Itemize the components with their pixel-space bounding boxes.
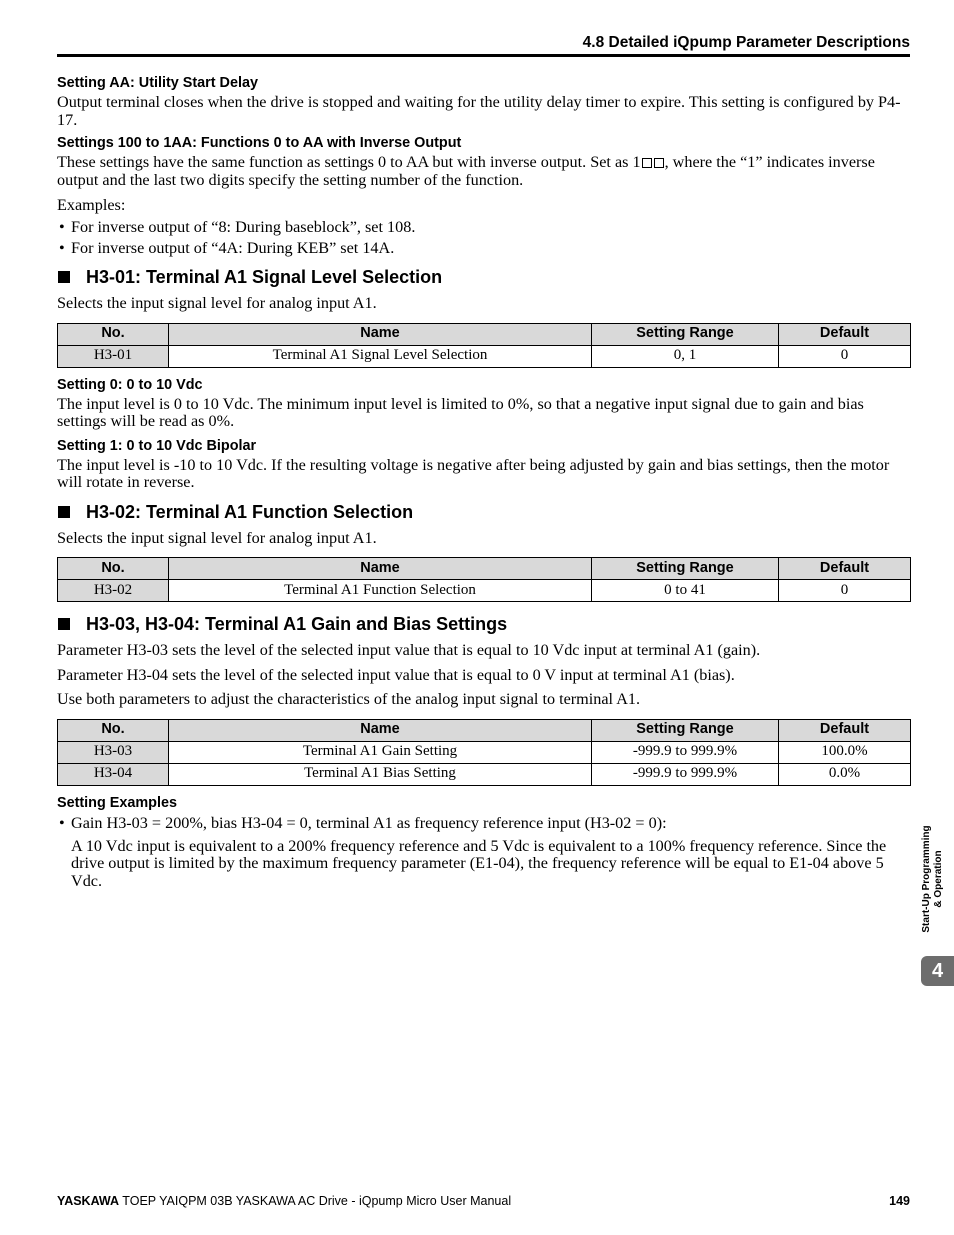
param-no: H3-01: [58, 345, 169, 367]
setting-examples-text: A 10 Vdc input is equivalent to a 200% frequency reference and 5 Vdc is equivalent to a 100% frequency reference. Since the drive output is limited by the maximum frequency parameter (E1-04), the frequency reference will be equal to E1-04 above 5 Vdc.: [71, 836, 887, 890]
column-header: No.: [58, 719, 169, 741]
setting-examples-list: [57, 813, 910, 834]
param-default: 0: [779, 345, 911, 367]
page-header: [57, 34, 910, 57]
table-header-row: [58, 323, 911, 345]
chapter-side-tab: [920, 814, 946, 944]
chapter-number-tab: 4: [921, 956, 954, 986]
param-name: Terminal A1 Bias Setting: [169, 763, 592, 785]
bullet-icon: •: [59, 239, 65, 257]
column-header: Name: [169, 558, 592, 580]
param-no: H3-03: [58, 741, 169, 763]
param-no: H3-04: [58, 763, 169, 785]
setting-1-text: The input level is -10 to 10 Vdc. If the resulting voltage is negative after being adjusted by gain and bias settings, then the motor will rotate in reverse.: [57, 455, 890, 491]
examples-list: [57, 217, 910, 259]
h3-03-para-1: Parameter H3-03 sets the level of the selected input value that is equal to 10 Vdc input at terminal A1 (gain).: [57, 641, 761, 659]
h3-03-para-2: Parameter H3-04 sets the level of the selected input value that is equal to 0 V input at terminal A1 (bias).: [57, 665, 735, 684]
parameter-table-h3-03: [57, 719, 911, 786]
parameter-table-h3-01: [57, 323, 911, 368]
section-marker-icon: [58, 271, 70, 283]
parameter-table-h3-02: [57, 557, 911, 602]
param-name: Terminal A1 Function Selection: [169, 580, 592, 602]
column-header: Setting Range: [592, 719, 779, 741]
param-no: H3-02: [58, 580, 169, 602]
h3-02-text: Selects the input signal level for analog input A1.: [57, 528, 377, 547]
param-name: Terminal A1 Signal Level Selection: [169, 345, 592, 367]
bullet-icon: •: [59, 218, 65, 236]
column-header: Setting Range: [592, 558, 779, 580]
h3-02-heading: H3-02: Terminal A1 Function Selection: [57, 502, 910, 522]
table-row: [58, 345, 911, 367]
section-marker-icon: [58, 506, 70, 518]
column-header: Name: [169, 719, 592, 741]
column-header: No.: [58, 558, 169, 580]
column-header: Setting Range: [592, 323, 779, 345]
param-range: 0 to 41: [592, 580, 779, 602]
table-header-row: [58, 558, 911, 580]
setting-examples-heading: Setting Examples: [57, 794, 177, 811]
list-item: • For inverse output of “8: During baseblock”, set 108.: [59, 218, 416, 236]
setting-inverse-text-b: , where the “1” indicates inverse output and the last two digits specify the setting number of the function.: [57, 153, 875, 189]
param-default: 0.0%: [779, 763, 911, 785]
setting-inverse-heading: Settings 100 to 1AA: Functions 0 to AA with Inverse Output: [57, 135, 462, 151]
setting-inverse-text-a: These settings have the same function as settings 0 to AA but with inverse output. Set as 1: [57, 153, 641, 171]
param-range: -999.9 to 999.9%: [592, 741, 779, 763]
chapter-side-label: Start-Up Programming & Operation: [921, 825, 944, 933]
param-default: 100.0%: [779, 741, 911, 763]
placeholder-box-icon: [642, 158, 652, 168]
setting-aa-text: Output terminal closes when the drive is stopped and waiting for the utility delay timer to expire. This setting is configured by P4-17.: [57, 93, 901, 129]
column-header: Default: [779, 323, 911, 345]
column-header: No.: [58, 323, 169, 345]
column-header: Name: [169, 323, 592, 345]
list-item: • Gain H3-03 = 200%, bias H3-04 = 0, terminal A1 as frequency reference input (H3-02 = 0):: [59, 813, 667, 832]
table-header-row: [58, 719, 911, 741]
setting-aa-heading: Setting AA: Utility Start Delay: [57, 75, 258, 91]
h3-03-heading: H3-03, H3-04: Terminal A1 Gain and Bias Settings: [57, 614, 910, 634]
footer-brand: YASKAWA: [57, 1194, 120, 1208]
section-marker-icon: [58, 618, 70, 630]
page-footer: [57, 1194, 910, 1209]
table-row: [58, 741, 911, 763]
list-item: • For inverse output of “4A: During KEB” set 14A.: [59, 239, 395, 257]
column-header: Default: [779, 558, 911, 580]
table-row: [58, 763, 911, 785]
footer-manual-title: TOEP YAIQPM 03B YASKAWA AC Drive - iQpump Micro User Manual: [119, 1194, 512, 1208]
examples-label: Examples:: [57, 196, 126, 214]
column-header: Default: [779, 719, 911, 741]
header-title: 4.8 Detailed iQpump Parameter Descriptions: [582, 34, 910, 51]
setting-1-heading: Setting 1: 0 to 10 Vdc Bipolar: [57, 437, 257, 454]
placeholder-box-icon: [654, 158, 664, 168]
setting-0-text: The input level is 0 to 10 Vdc. The minimum input level is limited to 0%, so that a negative input signal due to gain and bias settings will be read as 0%.: [57, 394, 864, 430]
table-row: [58, 580, 911, 602]
param-range: -999.9 to 999.9%: [592, 763, 779, 785]
param-default: 0: [779, 580, 911, 602]
param-range: 0, 1: [592, 345, 779, 367]
h3-03-para-3: Use both parameters to adjust the characteristics of the analog input signal to terminal A1.: [57, 690, 641, 708]
setting-inverse-text: [57, 154, 910, 189]
h3-01-heading: H3-01: Terminal A1 Signal Level Selection: [57, 267, 910, 287]
page-content: [57, 75, 910, 890]
page-number: 149: [889, 1194, 910, 1208]
bullet-icon: •: [59, 813, 65, 832]
h3-01-text: Selects the input signal level for analog input A1.: [57, 294, 377, 312]
param-name: Terminal A1 Gain Setting: [169, 741, 592, 763]
setting-0-heading: Setting 0: 0 to 10 Vdc: [57, 376, 203, 393]
